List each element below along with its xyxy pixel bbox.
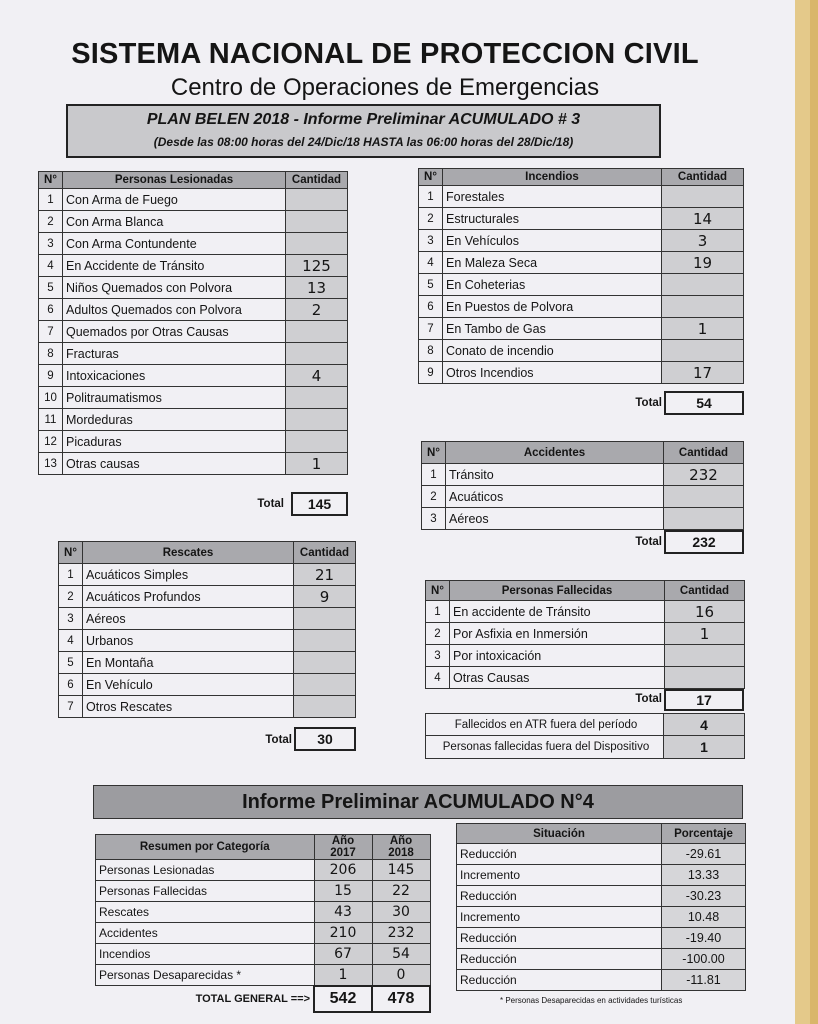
fallecidas-fuera-dispositivo bbox=[425, 735, 745, 759]
row-quantity bbox=[662, 340, 744, 362]
row-number: 2 bbox=[422, 486, 446, 508]
category-label: Rescates bbox=[96, 902, 315, 923]
porcentaje-value: 13.33 bbox=[662, 865, 746, 886]
extra-label: Fallecidos en ATR fuera del período bbox=[454, 719, 638, 731]
table-row bbox=[457, 970, 746, 991]
table-personas-lesionadas bbox=[38, 171, 348, 475]
situacion-label: Reducción bbox=[457, 928, 662, 949]
row-label: Otras causas bbox=[63, 453, 286, 475]
table-row bbox=[457, 907, 746, 928]
row-quantity: 21 bbox=[294, 564, 356, 586]
table-row bbox=[419, 208, 744, 230]
row-label: En Maleza Seca bbox=[443, 252, 662, 274]
col-qty-header: Cantidad bbox=[664, 442, 744, 464]
row-quantity bbox=[286, 409, 348, 431]
table-situacion-porcentaje bbox=[456, 823, 746, 991]
total-general-2018: 478 bbox=[372, 986, 430, 1012]
table-row bbox=[39, 277, 348, 299]
table-row bbox=[457, 886, 746, 907]
table-row bbox=[59, 608, 356, 630]
col-name-header: Rescates bbox=[83, 542, 294, 564]
porcentaje-value: -19.40 bbox=[662, 928, 746, 949]
table-personas-fallecidas bbox=[425, 580, 745, 689]
porcentaje-value: 10.48 bbox=[662, 907, 746, 928]
row-number: 4 bbox=[419, 252, 443, 274]
informe-4-banner: Informe Preliminar ACUMULADO N°4 bbox=[93, 785, 743, 819]
row-number: 9 bbox=[419, 362, 443, 384]
row-number: 1 bbox=[59, 564, 83, 586]
row-number: 4 bbox=[39, 255, 63, 277]
row-number: 7 bbox=[39, 321, 63, 343]
row-quantity bbox=[286, 343, 348, 365]
row-number: 3 bbox=[39, 233, 63, 255]
footnote: * Personas Desaparecidas en actividades turísticas bbox=[500, 996, 683, 1005]
table-row bbox=[59, 652, 356, 674]
table-row bbox=[39, 387, 348, 409]
value-2018: 145 bbox=[372, 860, 430, 881]
value-2018: 22 bbox=[372, 881, 430, 902]
row-number: 3 bbox=[419, 230, 443, 252]
table-row bbox=[59, 630, 356, 652]
row-quantity: 9 bbox=[294, 586, 356, 608]
col-qty-header: Cantidad bbox=[665, 581, 745, 601]
col-situacion-header: Situación bbox=[457, 824, 662, 844]
row-number: 9 bbox=[39, 365, 63, 387]
extra-value: 4 bbox=[663, 714, 744, 736]
porcentaje-value: -100.00 bbox=[662, 949, 746, 970]
row-label: Otras Causas bbox=[450, 667, 665, 689]
total-label: Total bbox=[265, 734, 292, 746]
row-label: Tránsito bbox=[446, 464, 664, 486]
table-header-row bbox=[422, 442, 744, 464]
table-row bbox=[39, 343, 348, 365]
row-number: 6 bbox=[39, 299, 63, 321]
col-2018-header: Año 2018 bbox=[372, 835, 430, 860]
row-quantity: 4 bbox=[286, 365, 348, 387]
table-row bbox=[59, 696, 356, 718]
document-subtitle: Centro de Operaciones de Emergencias bbox=[170, 74, 600, 101]
value-2018: 0 bbox=[372, 965, 430, 986]
row-quantity bbox=[294, 674, 356, 696]
row-number: 3 bbox=[422, 508, 446, 530]
table-row bbox=[426, 623, 745, 645]
table-row bbox=[422, 508, 744, 530]
table-row bbox=[96, 902, 431, 923]
row-label: Con Arma Contundente bbox=[63, 233, 286, 255]
col-n-header: N° bbox=[39, 172, 63, 189]
table-resumen-categoria bbox=[95, 834, 431, 1013]
table-row bbox=[426, 667, 745, 689]
table-row bbox=[457, 844, 746, 865]
row-number: 2 bbox=[39, 211, 63, 233]
row-quantity: 232 bbox=[664, 464, 744, 486]
col-2017-header: Año 2017 bbox=[314, 835, 372, 860]
row-quantity: 1 bbox=[665, 623, 745, 645]
row-quantity: 13 bbox=[286, 277, 348, 299]
row-quantity: 3 bbox=[662, 230, 744, 252]
table-header-row bbox=[39, 172, 348, 189]
value-2018: 232 bbox=[372, 923, 430, 944]
extra-label: Personas fallecidas fuera del Dispositivo bbox=[442, 741, 650, 753]
table-row bbox=[59, 564, 356, 586]
situacion-label: Incremento bbox=[457, 907, 662, 928]
row-label: Forestales bbox=[443, 186, 662, 208]
row-label: En Coheterias bbox=[443, 274, 662, 296]
col-n-header: N° bbox=[419, 169, 443, 186]
row-label: En Tambo de Gas bbox=[443, 318, 662, 340]
row-label: En Vehículo bbox=[83, 674, 294, 696]
col-n-header: N° bbox=[422, 442, 446, 464]
row-number: 13 bbox=[39, 453, 63, 475]
row-quantity bbox=[294, 630, 356, 652]
table-rescates bbox=[58, 541, 356, 718]
table-header-row bbox=[419, 169, 744, 186]
fallecidos-atr-fuera-periodo bbox=[425, 713, 745, 737]
row-number: 5 bbox=[59, 652, 83, 674]
row-label: En Puestos de Polvora bbox=[443, 296, 662, 318]
table-row bbox=[59, 674, 356, 696]
row-label: Adultos Quemados con Polvora bbox=[63, 299, 286, 321]
row-number: 7 bbox=[59, 696, 83, 718]
row-quantity bbox=[294, 608, 356, 630]
table-row bbox=[457, 865, 746, 886]
row-label: Niños Quemados con Polvora bbox=[63, 277, 286, 299]
table-row bbox=[96, 923, 431, 944]
table-row bbox=[39, 189, 348, 211]
row-number: 1 bbox=[426, 601, 450, 623]
row-label: Picaduras bbox=[63, 431, 286, 453]
row-quantity bbox=[286, 211, 348, 233]
situacion-label: Reducción bbox=[457, 844, 662, 865]
row-label: Con Arma Blanca bbox=[63, 211, 286, 233]
value-2017: 43 bbox=[314, 902, 372, 923]
table-header-row bbox=[426, 581, 745, 601]
situacion-label: Incremento bbox=[457, 865, 662, 886]
row-quantity bbox=[664, 486, 744, 508]
col-name-header: Personas Fallecidas bbox=[450, 581, 665, 601]
extra-value: 1 bbox=[663, 736, 744, 758]
row-label: Por intoxicación bbox=[450, 645, 665, 667]
document-title: SISTEMA NACIONAL DE PROTECCION CIVIL bbox=[71, 38, 699, 70]
col-porcentaje-header: Porcentaje bbox=[662, 824, 746, 844]
col-categoria-header: Resumen por Categoría bbox=[96, 835, 315, 860]
row-label: Estructurales bbox=[443, 208, 662, 230]
situacion-label: Reducción bbox=[457, 970, 662, 991]
row-label: Intoxicaciones bbox=[63, 365, 286, 387]
total-value: 54 bbox=[664, 391, 744, 415]
category-label: Personas Fallecidas bbox=[96, 881, 315, 902]
row-number: 2 bbox=[426, 623, 450, 645]
porcentaje-value: -11.81 bbox=[662, 970, 746, 991]
row-number: 11 bbox=[39, 409, 63, 431]
table-row bbox=[39, 365, 348, 387]
table-row bbox=[419, 318, 744, 340]
row-number: 1 bbox=[39, 189, 63, 211]
row-number: 6 bbox=[59, 674, 83, 696]
row-label: Por Asfixia en Inmersión bbox=[450, 623, 665, 645]
row-quantity: 2 bbox=[286, 299, 348, 321]
row-quantity: 17 bbox=[662, 362, 744, 384]
row-label: En Vehículos bbox=[443, 230, 662, 252]
total-general-label: TOTAL GENERAL ==> bbox=[195, 992, 310, 1005]
total-general-2017: 542 bbox=[314, 986, 372, 1012]
total-value: 232 bbox=[664, 530, 744, 554]
row-quantity bbox=[286, 387, 348, 409]
table-header-row bbox=[59, 542, 356, 564]
table-row bbox=[39, 409, 348, 431]
category-label: Personas Lesionadas bbox=[96, 860, 315, 881]
plan-title: PLAN BELEN 2018 - Informe Preliminar ACUMULADO # 3 bbox=[146, 111, 581, 128]
category-label: Personas Desaparecidas * bbox=[96, 965, 315, 986]
table-row bbox=[39, 431, 348, 453]
row-label: Aéreos bbox=[83, 608, 294, 630]
background-folder-edge-dark bbox=[810, 0, 818, 1024]
total-value: 17 bbox=[664, 689, 744, 711]
total-value: 145 bbox=[291, 492, 348, 516]
row-quantity: 16 bbox=[665, 601, 745, 623]
row-quantity bbox=[662, 296, 744, 318]
row-number: 7 bbox=[419, 318, 443, 340]
table-header-row bbox=[96, 835, 431, 860]
table-row bbox=[426, 645, 745, 667]
row-label: Urbanos bbox=[83, 630, 294, 652]
row-quantity bbox=[294, 652, 356, 674]
porcentaje-value: -29.61 bbox=[662, 844, 746, 865]
row-label: En Montaña bbox=[83, 652, 294, 674]
table-row bbox=[457, 949, 746, 970]
row-label: Politraumatismos bbox=[63, 387, 286, 409]
table-incendios bbox=[418, 168, 744, 384]
col-n-header: N° bbox=[59, 542, 83, 564]
total-label: Total bbox=[635, 693, 662, 705]
row-label: Quemados por Otras Causas bbox=[63, 321, 286, 343]
col-qty-header: Cantidad bbox=[286, 172, 348, 189]
table-row bbox=[39, 255, 348, 277]
table-row bbox=[419, 274, 744, 296]
category-label: Incendios bbox=[96, 944, 315, 965]
row-number: 6 bbox=[419, 296, 443, 318]
row-label: Acuáticos Profundos bbox=[83, 586, 294, 608]
row-quantity bbox=[665, 645, 745, 667]
row-number: 10 bbox=[39, 387, 63, 409]
table-row bbox=[419, 252, 744, 274]
value-2017: 206 bbox=[314, 860, 372, 881]
table-row bbox=[39, 211, 348, 233]
col-qty-header: Cantidad bbox=[294, 542, 356, 564]
col-name-header: Accidentes bbox=[446, 442, 664, 464]
table-row bbox=[39, 299, 348, 321]
row-label: Otros Incendios bbox=[443, 362, 662, 384]
table-row bbox=[39, 321, 348, 343]
row-quantity: 14 bbox=[662, 208, 744, 230]
row-number: 2 bbox=[59, 586, 83, 608]
total-label: Total bbox=[635, 397, 662, 409]
value-2017: 67 bbox=[314, 944, 372, 965]
table-row bbox=[426, 601, 745, 623]
row-label: En Accidente de Tránsito bbox=[63, 255, 286, 277]
total-value: 30 bbox=[294, 727, 356, 751]
row-quantity bbox=[286, 233, 348, 255]
row-quantity: 1 bbox=[662, 318, 744, 340]
row-quantity bbox=[662, 274, 744, 296]
row-number: 5 bbox=[419, 274, 443, 296]
table-accidentes bbox=[421, 441, 744, 530]
table-row bbox=[59, 586, 356, 608]
category-label: Accidentes bbox=[96, 923, 315, 944]
table-row bbox=[422, 464, 744, 486]
row-number: 3 bbox=[59, 608, 83, 630]
total-label: Total bbox=[635, 536, 662, 548]
row-label: Mordeduras bbox=[63, 409, 286, 431]
value-2018: 30 bbox=[372, 902, 430, 923]
table-row bbox=[96, 944, 431, 965]
table-row bbox=[419, 296, 744, 318]
row-quantity bbox=[664, 508, 744, 530]
table-header-row bbox=[457, 824, 746, 844]
col-qty-header: Cantidad bbox=[662, 169, 744, 186]
row-quantity: 125 bbox=[286, 255, 348, 277]
row-quantity: 19 bbox=[662, 252, 744, 274]
value-2018: 54 bbox=[372, 944, 430, 965]
porcentaje-value: -30.23 bbox=[662, 886, 746, 907]
row-number: 3 bbox=[426, 645, 450, 667]
row-label: Acuáticos bbox=[446, 486, 664, 508]
row-number: 8 bbox=[419, 340, 443, 362]
table-row bbox=[39, 233, 348, 255]
table-row bbox=[419, 340, 744, 362]
row-number: 5 bbox=[39, 277, 63, 299]
value-2017: 15 bbox=[314, 881, 372, 902]
table-row bbox=[457, 928, 746, 949]
row-quantity bbox=[286, 189, 348, 211]
table-row bbox=[96, 860, 431, 881]
row-quantity bbox=[662, 186, 744, 208]
row-number: 8 bbox=[39, 343, 63, 365]
value-2017: 210 bbox=[314, 923, 372, 944]
col-name-header: Incendios bbox=[443, 169, 662, 186]
row-label: Fracturas bbox=[63, 343, 286, 365]
row-number: 1 bbox=[422, 464, 446, 486]
col-name-header: Personas Lesionadas bbox=[63, 172, 286, 189]
table-row bbox=[96, 881, 431, 902]
row-quantity bbox=[665, 667, 745, 689]
col-n-header: N° bbox=[426, 581, 450, 601]
row-quantity: 1 bbox=[286, 453, 348, 475]
plan-period: (Desde las 08:00 horas del 24/Dic/18 HASTA las 06:00 horas del 28/Dic/18) bbox=[153, 135, 574, 149]
table-row bbox=[419, 230, 744, 252]
table-row bbox=[419, 362, 744, 384]
table-row bbox=[419, 186, 744, 208]
situacion-label: Reducción bbox=[457, 949, 662, 970]
row-number: 4 bbox=[426, 667, 450, 689]
row-label: Aéreos bbox=[446, 508, 664, 530]
row-label: En accidente de Tránsito bbox=[450, 601, 665, 623]
row-number: 1 bbox=[419, 186, 443, 208]
row-label: Acuáticos Simples bbox=[83, 564, 294, 586]
row-quantity bbox=[286, 431, 348, 453]
plan-header-box bbox=[66, 104, 661, 158]
table-row bbox=[422, 486, 744, 508]
row-number: 12 bbox=[39, 431, 63, 453]
row-label: Otros Rescates bbox=[83, 696, 294, 718]
row-number: 2 bbox=[419, 208, 443, 230]
row-label: Con Arma de Fuego bbox=[63, 189, 286, 211]
table-row bbox=[39, 453, 348, 475]
row-quantity bbox=[294, 696, 356, 718]
total-general-row bbox=[96, 986, 431, 1012]
value-2017: 1 bbox=[314, 965, 372, 986]
table-row bbox=[96, 965, 431, 986]
row-number: 4 bbox=[59, 630, 83, 652]
total-label: Total bbox=[257, 498, 284, 510]
row-label: Conato de incendio bbox=[443, 340, 662, 362]
situacion-label: Reducción bbox=[457, 886, 662, 907]
row-quantity bbox=[286, 321, 348, 343]
